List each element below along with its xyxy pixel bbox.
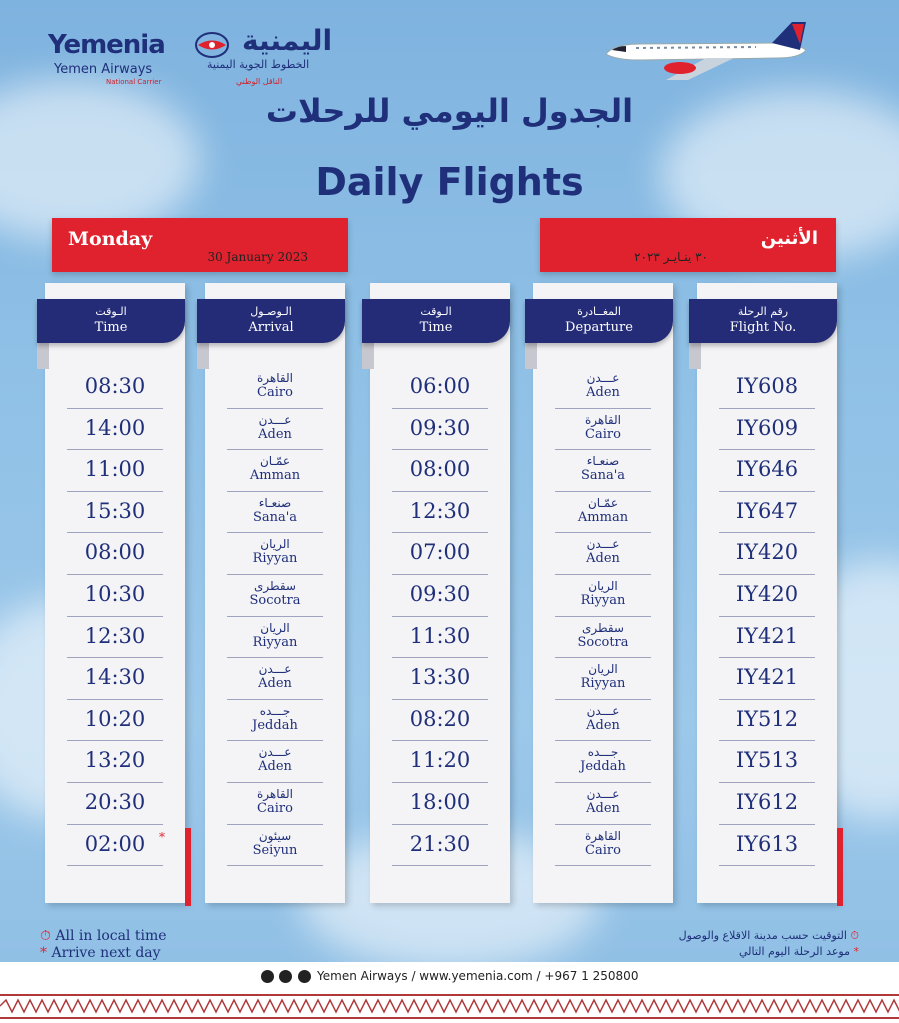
red-accent-bar <box>185 828 191 906</box>
clock-icon: ⏱ <box>40 928 51 944</box>
table-cell <box>227 574 323 617</box>
table-cell <box>67 616 163 659</box>
flight-number: IY421 <box>735 665 799 690</box>
time-value: 11:30 <box>409 623 471 648</box>
day-ar: الأثنين <box>760 228 818 249</box>
flight-number: IY420 <box>735 540 799 565</box>
city-name-en: Aden <box>586 551 620 567</box>
table-cell <box>555 824 651 867</box>
header-tab <box>525 343 537 369</box>
table-cell <box>227 657 323 700</box>
table-cell <box>555 574 651 617</box>
table-cell <box>555 782 651 825</box>
header-en: Time <box>419 320 453 335</box>
city-name-en: Socotra <box>249 593 301 608</box>
city-name-en: Jeddah <box>580 759 626 775</box>
city-name-ar: عـــدن <box>586 787 620 801</box>
column-header-arr-time <box>37 299 185 343</box>
column-header-dep-time <box>362 299 510 343</box>
table-cell <box>67 491 163 534</box>
city-name-en: Cairo <box>585 426 621 442</box>
table-cell <box>719 532 815 575</box>
table-cell <box>719 782 815 825</box>
time-value: 09:30 <box>409 582 471 606</box>
table-cell <box>555 491 651 534</box>
time-value: 10:30 <box>84 582 146 606</box>
time-value: 15:30 <box>84 498 146 523</box>
city-name-en: Aden <box>258 759 292 775</box>
day-en: Monday <box>68 228 153 250</box>
facebook-icon[interactable] <box>298 970 311 983</box>
time-value: 20:30 <box>84 790 146 814</box>
header-tab <box>362 343 374 369</box>
city-name-ar: عـــدن <box>586 537 620 552</box>
city-name-ar: جـــده <box>587 745 619 760</box>
table-cell <box>392 491 488 534</box>
note-next-day <box>40 945 167 962</box>
flight-number: IY609 <box>735 415 799 440</box>
title-en: Daily Flights <box>315 160 584 204</box>
city-name-en: Aden <box>258 426 292 442</box>
flight-number: IY421 <box>735 623 799 648</box>
header-ar: الـوقت <box>95 305 127 318</box>
time-value: 07:00 <box>409 540 471 565</box>
table-cell <box>555 532 651 575</box>
flight-number: IY513 <box>735 748 799 773</box>
table-cell <box>227 366 323 409</box>
table-cell <box>227 491 323 534</box>
table-cell <box>392 366 488 409</box>
city-name-en: Riyyan <box>252 634 298 650</box>
header-ar: الـوصـول <box>250 305 292 318</box>
note-local-time-text: All in local time <box>55 928 167 944</box>
table-cell <box>555 366 651 409</box>
city-name-ar: عـــدن <box>586 703 620 718</box>
city-name-en: Aden <box>586 717 620 733</box>
header-tab <box>689 343 701 369</box>
city-name-en: Riyyan <box>580 593 626 608</box>
table-cell <box>67 782 163 825</box>
time-value: 08:30 <box>84 374 146 398</box>
brand-name-ar: اليمنية <box>242 24 333 57</box>
brand-sub-en: Yemen Airways <box>54 62 153 77</box>
city-name-en: Aden <box>586 385 620 400</box>
table-cell <box>227 449 323 492</box>
instagram-icon[interactable] <box>261 970 274 983</box>
flight-number: IY512 <box>735 706 799 731</box>
city-name-en: Cairo <box>257 385 293 400</box>
table-cell <box>719 449 815 492</box>
table-cell <box>392 574 488 617</box>
city-name-ar: عـــدن <box>586 371 620 385</box>
table-cell <box>719 366 815 409</box>
table-cell <box>392 449 488 492</box>
note-next-day-text: Arrive next day <box>51 945 161 961</box>
time-value: 13:20 <box>84 748 146 773</box>
time-value: 10:20 <box>84 706 146 731</box>
footer <box>0 962 899 990</box>
table-cell <box>392 782 488 825</box>
decorative-band <box>0 990 899 1023</box>
table-cell <box>227 740 323 783</box>
city-name-en: Sana'a <box>580 468 626 484</box>
table-cell <box>67 449 163 492</box>
date-en: 30 January 2023 <box>207 250 308 264</box>
header-en: Arrival <box>248 320 294 335</box>
city-name-ar: القاهرة <box>585 828 621 843</box>
time-value: 08:00 <box>84 540 146 565</box>
city-name-en: Riyyan <box>252 551 298 567</box>
flight-number: IY613 <box>735 831 799 856</box>
time-value: 11:20 <box>409 748 471 773</box>
city-name-en: Sana'a <box>252 509 298 525</box>
city-name-ar: سقطرى <box>254 579 296 593</box>
flight-number: IY608 <box>735 374 799 398</box>
clock-icon: ⏱ <box>850 929 859 942</box>
city-name-ar: الريان <box>588 579 618 593</box>
time-value: 08:20 <box>409 706 471 731</box>
time-value: 13:30 <box>409 665 471 690</box>
time-value: 18:00 <box>409 790 471 814</box>
time-value: 08:00 <box>409 457 471 482</box>
table-cell <box>392 657 488 700</box>
city-name-ar: عـــدن <box>258 412 292 427</box>
header-en: Time <box>94 320 128 335</box>
national-carrier-en: National Carrier <box>106 78 162 86</box>
table-cell <box>719 657 815 700</box>
city-name-en: Cairo <box>585 842 621 858</box>
time-value: 09:30 <box>409 415 471 440</box>
table-cell <box>67 574 163 617</box>
table-cell <box>392 740 488 783</box>
table-cell <box>719 699 815 742</box>
star-icon: * <box>40 945 47 961</box>
note-local-time <box>40 928 167 945</box>
notes-ar <box>679 928 859 960</box>
airplane-icon <box>596 18 816 88</box>
national-carrier-ar: الناقل الوطني <box>236 77 283 86</box>
note-next-day-ar <box>679 944 859 960</box>
table-cell <box>555 408 651 451</box>
city-name-ar: الريان <box>260 620 290 635</box>
table-cell <box>67 740 163 783</box>
table-cell <box>392 699 488 742</box>
date-bar-en <box>52 218 348 272</box>
table-cell <box>392 616 488 659</box>
note-local-time-ar-text: التوقيت حسب مدينة الاقلاع والوصول <box>678 929 847 942</box>
time-value: 12:30 <box>84 623 146 648</box>
city-name-ar: الريان <box>588 662 618 677</box>
time-value: 14:30 <box>84 665 146 690</box>
notes-en <box>40 928 167 962</box>
note-local-time-ar <box>679 928 859 944</box>
star-icon: * <box>853 945 859 958</box>
header-ar: الـوقت <box>420 305 452 318</box>
city-name-en: Seiyun <box>252 842 298 858</box>
time-value: 06:00 <box>409 374 471 398</box>
city-name-ar: سقطرى <box>582 620 624 635</box>
date-ar: ٣٠ ينـايـر ٢٠٢٣ <box>634 250 708 264</box>
city-name-ar: الريان <box>260 537 290 552</box>
table-cell <box>719 491 815 534</box>
header-tab <box>197 343 209 369</box>
table-cell <box>67 657 163 700</box>
next-day-star-icon: * <box>159 829 165 844</box>
brand-sub-ar: الخطوط الجوية اليمنية <box>207 58 310 71</box>
footer-text: Yemen Airways / www.yemenia.com / +967 1 250800 <box>317 969 639 983</box>
table-cell <box>227 408 323 451</box>
table-cell <box>227 782 323 825</box>
time-value: 12:30 <box>409 498 471 523</box>
time-value: 21:30 <box>409 831 471 856</box>
table-cell <box>719 616 815 659</box>
city-name-ar: القاهرة <box>257 371 293 385</box>
column-header-flight-no <box>689 299 837 343</box>
city-name-en: Amman <box>249 468 301 484</box>
table-cell <box>67 699 163 742</box>
city-name-ar: صنعـاء <box>586 454 620 469</box>
city-name-ar: القاهرة <box>257 787 293 801</box>
table-cell <box>67 532 163 575</box>
date-bar-ar <box>540 218 836 272</box>
table-cell <box>227 824 323 867</box>
brand-name-en: Yemenia <box>48 30 165 60</box>
table-cell <box>227 616 323 659</box>
table-cell <box>67 408 163 451</box>
table-cell <box>555 616 651 659</box>
table-cell <box>392 824 488 867</box>
table-cell <box>392 532 488 575</box>
city-name-en: Socotra <box>577 634 629 650</box>
table-cell <box>227 532 323 575</box>
table-cell <box>555 449 651 492</box>
city-name-en: Cairo <box>257 801 293 816</box>
table-cell <box>555 740 651 783</box>
header-en: Flight No. <box>729 320 797 335</box>
column-header-arrival <box>197 299 345 343</box>
red-accent-bar <box>837 828 843 906</box>
city-name-en: Riyyan <box>580 676 626 692</box>
note-next-day-ar-text: موعد الرحلة اليوم التالي <box>738 945 850 958</box>
city-name-ar: صنعـاء <box>258 495 292 510</box>
city-name-ar: عـــدن <box>258 662 292 677</box>
header-tab <box>37 343 49 369</box>
time-value: 02:00 <box>84 831 146 856</box>
table-cell <box>392 408 488 451</box>
city-name-ar: عـــدن <box>258 745 292 760</box>
twitter-icon[interactable] <box>279 970 292 983</box>
table-cell <box>67 824 163 867</box>
table-cell <box>719 740 815 783</box>
city-name-ar: سيئون <box>258 828 292 843</box>
flight-number: IY612 <box>735 790 799 814</box>
city-name-en: Amman <box>577 509 629 525</box>
column-header-departure <box>525 299 673 343</box>
time-value: 14:00 <box>84 415 146 440</box>
city-name-ar: القاهرة <box>585 412 621 427</box>
table-cell <box>719 408 815 451</box>
city-name-en: Jeddah <box>252 717 298 733</box>
time-value: 11:00 <box>84 457 146 482</box>
flight-number: IY646 <box>735 457 799 482</box>
table-cell <box>555 699 651 742</box>
table-cell <box>555 657 651 700</box>
city-name-en: Aden <box>258 676 292 692</box>
city-name-ar: عمّـان <box>259 454 291 469</box>
title-ar: الجدول اليومي للرحلات <box>265 92 634 130</box>
header-ar: المغــادرة <box>577 305 621 318</box>
city-name-ar: عمّـان <box>587 495 619 510</box>
header-en: Departure <box>565 320 633 335</box>
city-name-en: Aden <box>586 801 620 816</box>
table-cell <box>67 366 163 409</box>
city-name-ar: جـــده <box>259 703 291 718</box>
brand-emblem-icon <box>194 30 230 60</box>
flight-number: IY647 <box>735 498 799 523</box>
header-ar: رقم الرحلة <box>737 305 789 318</box>
flight-number: IY420 <box>735 582 799 606</box>
table-cell <box>719 824 815 867</box>
table-cell <box>719 574 815 617</box>
table-cell <box>227 699 323 742</box>
